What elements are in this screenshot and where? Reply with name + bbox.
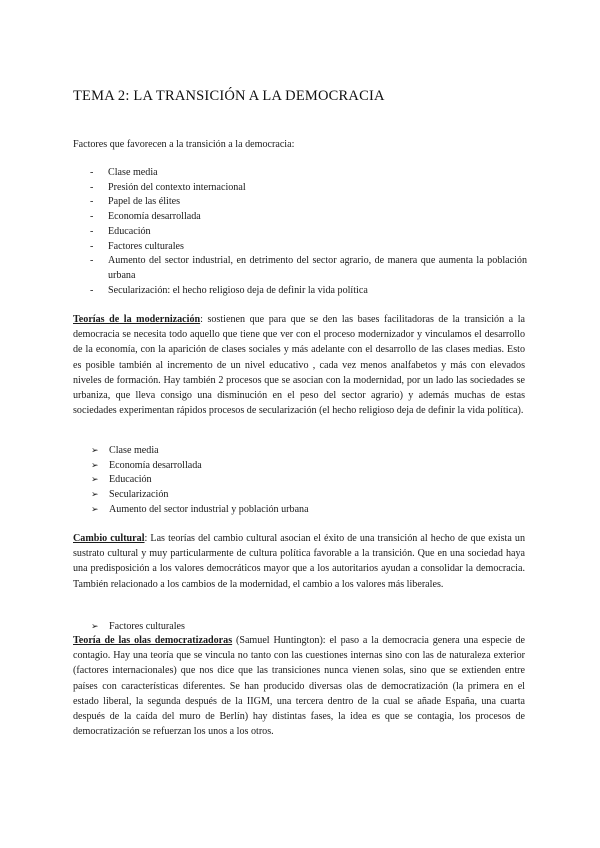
- factors-list: [90, 166, 527, 298]
- waves-paragraph: [73, 633, 525, 739]
- list-item: - Aumento del sector industrial, en detrimento del sector agrario, de manera que aumenta la población urbana: [90, 254, 527, 283]
- modernization-paragraph: [73, 312, 525, 418]
- list-item: ➢ Factores culturales: [91, 620, 521, 635]
- waves-heading: Teoría de las olas democratizadoras: [73, 635, 233, 646]
- intro-text: Factores que favorecen a la transición a la democracia:: [73, 139, 295, 150]
- cultural-heading: Cambio cultural: [73, 533, 145, 544]
- list-item: - Papel de las élites: [90, 195, 527, 210]
- list-item: - Secularización: el hecho religioso deja de definir la vida política: [90, 284, 527, 299]
- list-item: ➢ Clase media: [91, 444, 521, 459]
- list-item: - Educación: [90, 225, 527, 240]
- list-item: - Economía desarrollada: [90, 210, 527, 225]
- list-item: ➢ Educación: [91, 473, 521, 488]
- list-item: ➢ Aumento del sector industrial y población urbana: [91, 503, 521, 518]
- list-item: ➢ Secularización: [91, 488, 521, 503]
- cultural-paragraph: [73, 531, 525, 592]
- cultural-body: : Las teorías del cambio cultural asocian el éxito de una transición al hecho de que exista un sustrato cultural y muy particularmente de cultura política favorable a la transición. Que en una sociedad haya una predisposición a los valores democráticos mayor que a los autoritarios ayudan a consolidar la democracia. También relacionado a los cambios de la modernidad, el cambio a los valores más liberales.: [73, 533, 526, 590]
- modernization-heading: Teorías de la modernización: [73, 314, 201, 325]
- list-item: ➢ Economía desarrollada: [91, 459, 521, 474]
- waves-body: (Samuel Huntington): el paso a la democracia genera una especie de contagio. Hay una teoría que se vincula no tanto con las cuestiones internas sino con las de naturaleza exterior (factores internacionales) que nos dice que las transiciones nunca vienen solas, sino que se extienden entre países con características diferentes. Se han producido diversas olas de democratización (la primera en el estado liberal, la segunda después de la IIGM, una tercera dentro de la cual se añade España, una cuarta después de la caída del muro de Berlín) hay distintas fases, la idea es que se contagia, los procesos de democratización se refuerzan los unos a los otros.: [73, 635, 525, 738]
- list-item: - Presión del contexto internacional: [90, 181, 527, 196]
- modernization-list: [91, 444, 521, 518]
- list-item: - Clase media: [90, 166, 527, 181]
- modernization-body: : sostienen que para que se den las bases facilitadoras de la transición a la democracia se necesita todo aquello que tiene que ver con el proceso modernizador y vinculamos el desarrollo de la economía, con la aparición de clases sociales y más adelante con el desarrollo de las clases medias. Esto es posible también al incremento de un nivel educativo , cada vez menos analfabetos y más con elevados niveles de formación. Hay también 2 procesos que se asocian con la modernidad, por un lado las sociedades se urbaniza, que lleva consigo una disminución en el peso del sector agrario) y además muchas de estas sociedades experimentan rápidos procesos de secularización (el hecho religioso deja de definir la vida política).: [73, 314, 525, 417]
- page-title: TEMA 2: LA TRANSICIÓN A LA DEMOCRACIA: [73, 88, 385, 104]
- list-item: - Factores culturales: [90, 240, 527, 255]
